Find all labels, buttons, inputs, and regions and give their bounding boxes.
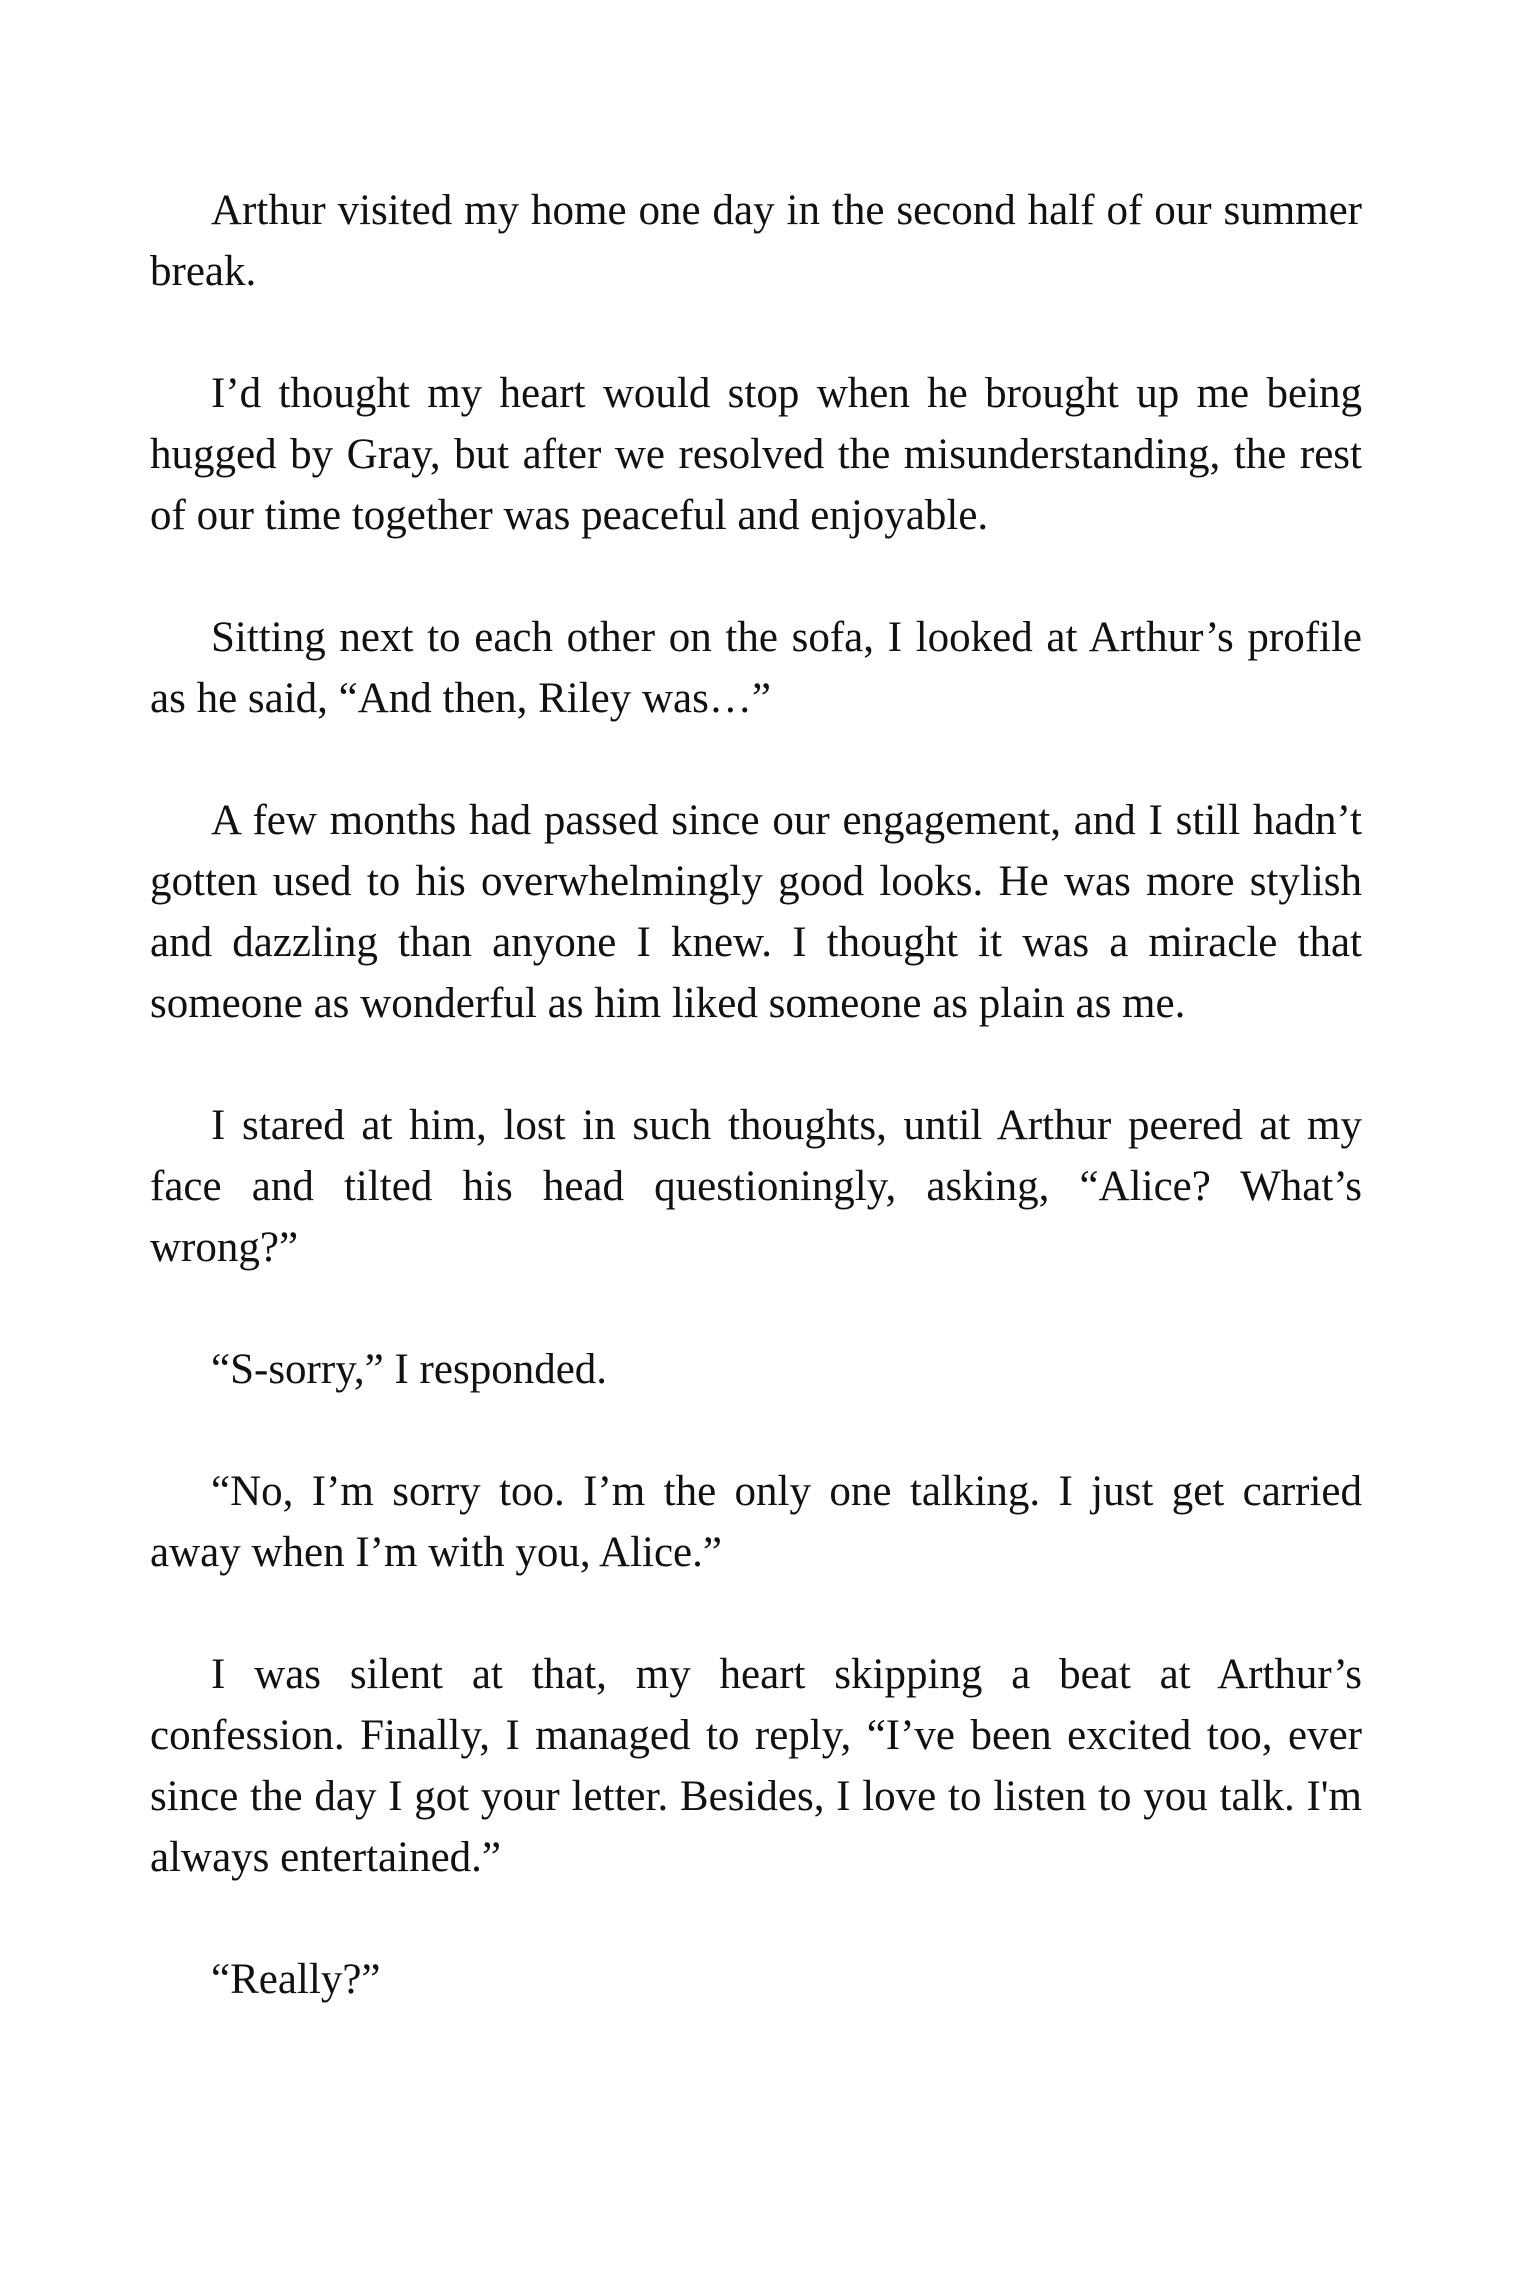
paragraph: “No, I’m sorry too. I’m the only one talking. I just get carried away when I’m with you, Alice.”: [150, 1468, 1362, 1576]
paragraph: Sitting next to each other on the sofa, I looked at Arthur’s profile as he said, “And then, Riley was…”: [150, 614, 1362, 722]
paragraph: I’d thought my heart would stop when he brought up me being hugged by Gray, but after we resolved the misunderstanding, the rest of our time together was peaceful and enjoyable.: [150, 370, 1362, 539]
paragraph: “S-sorry,” I responded.: [211, 1346, 608, 1393]
paragraph: A few months had passed since our engagement, and I still hadn’t gotten used to his overwhelmingly good looks. He was more stylish and dazzling than anyone I knew. I thought it was a miracle that someone as wonderful as him liked someone as plain as me.: [150, 797, 1362, 1027]
paragraph: I was silent at that, my heart skipping a beat at Arthur’s confession. Finally, I managed to reply, “I’ve been excited too, ever since the day I got your letter. Besides, I love to listen to you talk. I'm always entertained.”: [150, 1651, 1362, 1881]
page-text: [150, 180, 1362, 2010]
paragraph: “Really?”: [211, 1956, 381, 2003]
paragraph: Arthur visited my home one day in the second half of our summer break.: [150, 187, 1362, 295]
paragraph: I stared at him, lost in such thoughts, until Arthur peered at my face and tilted his head questioningly, asking, “Alice? What’s wrong?”: [150, 1102, 1362, 1271]
